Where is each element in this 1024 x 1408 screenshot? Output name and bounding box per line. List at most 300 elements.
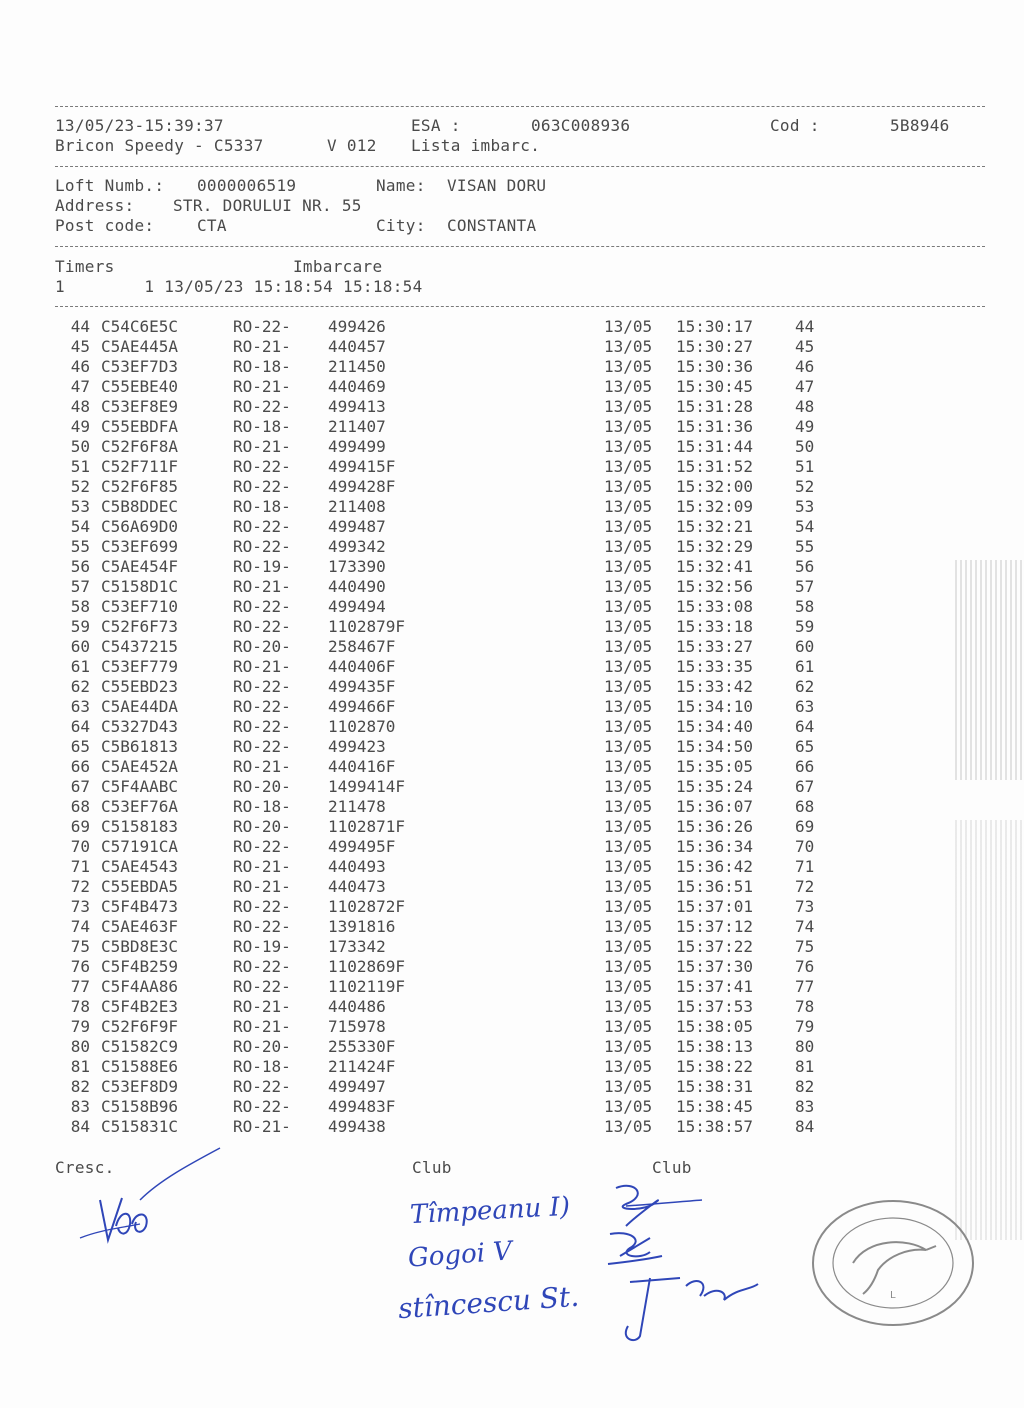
- cell-idx2: 65: [795, 737, 815, 756]
- table-row: [0, 1057, 1024, 1077]
- table-row: [0, 717, 1024, 737]
- table-row: [0, 697, 1024, 717]
- cell-time: 15:38:13: [676, 1037, 754, 1056]
- table-row: [0, 837, 1024, 857]
- table-row: [0, 797, 1024, 817]
- cell-chip: C53EF710: [101, 597, 179, 616]
- table-row: [0, 417, 1024, 437]
- cell-date: 13/05: [604, 397, 653, 416]
- table-row: [0, 377, 1024, 397]
- cell-date: 13/05: [604, 597, 653, 616]
- cell-time: 15:36:34: [676, 837, 754, 856]
- cell-idx: 55: [70, 537, 90, 556]
- cell-chip: C55EBDA5: [101, 877, 179, 896]
- cell-num: 499494: [328, 597, 386, 616]
- cell-num: 440457: [328, 337, 386, 356]
- cell-ring: RO-22-: [233, 317, 291, 336]
- cell-num: 1102879F: [328, 617, 406, 636]
- cell-idx: 68: [70, 797, 90, 816]
- cell-idx: 79: [70, 1017, 90, 1036]
- table-row: [0, 1117, 1024, 1137]
- cell-date: 13/05: [604, 717, 653, 736]
- cell-idx: 53: [70, 497, 90, 516]
- cell-idx2: 52: [795, 477, 815, 496]
- cell-date: 13/05: [604, 1117, 653, 1136]
- cell-ring: RO-22-: [233, 517, 291, 536]
- cell-date: 13/05: [604, 477, 653, 496]
- cell-chip: C5F4B473: [101, 897, 179, 916]
- cell-idx: 50: [70, 437, 90, 456]
- cell-idx2: 51: [795, 457, 815, 476]
- cell-chip: C5AE463F: [101, 917, 179, 936]
- separator-line: [55, 246, 985, 247]
- cell-ring: RO-18-: [233, 357, 291, 376]
- cell-chip: C5437215: [101, 637, 179, 656]
- cell-idx: 57: [70, 577, 90, 596]
- cell-idx: 65: [70, 737, 90, 756]
- cell-num: 499483F: [328, 1097, 396, 1116]
- cell-date: 13/05: [604, 757, 653, 776]
- cell-date: 13/05: [604, 357, 653, 376]
- cell-idx: 69: [70, 817, 90, 836]
- cell-idx: 75: [70, 937, 90, 956]
- cell-ring: RO-22-: [233, 957, 291, 976]
- cell-chip: C52F6F8A: [101, 437, 179, 456]
- cell-chip: C515831C: [101, 1117, 179, 1136]
- cell-time: 15:38:05: [676, 1017, 754, 1036]
- cell-idx: 67: [70, 777, 90, 796]
- cell-idx2: 74: [795, 917, 815, 936]
- cell-time: 15:37:01: [676, 897, 754, 916]
- cell-ring: RO-22-: [233, 597, 291, 616]
- cell-ring: RO-22-: [233, 717, 291, 736]
- cell-time: 15:32:00: [676, 477, 754, 496]
- cell-date: 13/05: [604, 557, 653, 576]
- cell-time: 15:31:52: [676, 457, 754, 476]
- cell-idx: 78: [70, 997, 90, 1016]
- cell-ring: RO-22-: [233, 1097, 291, 1116]
- cell-idx: 58: [70, 597, 90, 616]
- table-row: [0, 1017, 1024, 1037]
- cell-idx: 45: [70, 337, 90, 356]
- cell-num: 258467F: [328, 637, 396, 656]
- loft-label: Loft Numb.:: [55, 176, 165, 195]
- cell-date: 13/05: [604, 637, 653, 656]
- cell-idx2: 58: [795, 597, 815, 616]
- cell-idx: 46: [70, 357, 90, 376]
- cell-idx: 44: [70, 317, 90, 336]
- cell-chip: C5AE445A: [101, 337, 179, 356]
- cell-date: 13/05: [604, 457, 653, 476]
- cell-ring: RO-22-: [233, 917, 291, 936]
- cell-idx: 84: [70, 1117, 90, 1136]
- cell-chip: C55EBE40: [101, 377, 179, 396]
- cell-idx2: 45: [795, 337, 815, 356]
- timers-row: 1 1 13/05/23 15:18:54 15:18:54: [55, 277, 423, 296]
- cell-chip: C53EF7D3: [101, 357, 179, 376]
- cell-chip: C5AE4543: [101, 857, 179, 876]
- table-row: [0, 677, 1024, 697]
- cell-chip: C55EBDFA: [101, 417, 179, 436]
- cell-idx2: 75: [795, 937, 815, 956]
- table-row: [0, 317, 1024, 337]
- cell-date: 13/05: [604, 1037, 653, 1056]
- cell-idx2: 68: [795, 797, 815, 816]
- cod-label: Cod :: [770, 116, 820, 135]
- table-row: [0, 517, 1024, 537]
- cell-num: 440486: [328, 997, 386, 1016]
- cell-chip: C5F4AABC: [101, 777, 179, 796]
- table-row: [0, 577, 1024, 597]
- cell-num: 1102871F: [328, 817, 406, 836]
- cell-idx2: 78: [795, 997, 815, 1016]
- cell-num: 173390: [328, 557, 386, 576]
- cell-time: 15:31:44: [676, 437, 754, 456]
- cell-ring: RO-22-: [233, 537, 291, 556]
- cell-idx2: 59: [795, 617, 815, 636]
- cell-date: 13/05: [604, 897, 653, 916]
- cell-idx: 71: [70, 857, 90, 876]
- table-row: [0, 557, 1024, 577]
- cresc-label: Cresc.: [55, 1158, 115, 1177]
- cell-date: 13/05: [604, 877, 653, 896]
- cell-idx: 62: [70, 677, 90, 696]
- postcode-value: CTA: [197, 216, 227, 235]
- cell-chip: C53EF8E9: [101, 397, 179, 416]
- cell-chip: C57191CA: [101, 837, 179, 856]
- table-row: [0, 1077, 1024, 1097]
- cell-date: 13/05: [604, 1097, 653, 1116]
- cell-num: 499495F: [328, 837, 396, 856]
- cell-chip: C5B8DDEC: [101, 497, 179, 516]
- cell-num: 440469: [328, 377, 386, 396]
- cell-ring: RO-20-: [233, 817, 291, 836]
- cell-date: 13/05: [604, 737, 653, 756]
- cell-idx: 51: [70, 457, 90, 476]
- cell-date: 13/05: [604, 957, 653, 976]
- table-row: [0, 357, 1024, 377]
- cell-idx: 63: [70, 697, 90, 716]
- cell-ring: RO-22-: [233, 1077, 291, 1096]
- cell-idx2: 47: [795, 377, 815, 396]
- cell-ring: RO-21-: [233, 377, 291, 396]
- cell-idx2: 72: [795, 877, 815, 896]
- cell-idx2: 79: [795, 1017, 815, 1036]
- address-value: STR. DORULUI NR. 55: [173, 196, 362, 215]
- cell-chip: C5B61813: [101, 737, 179, 756]
- table-row: [0, 457, 1024, 477]
- cell-idx2: 77: [795, 977, 815, 996]
- cell-idx: 64: [70, 717, 90, 736]
- city-value: CONSTANTA: [447, 216, 537, 235]
- cell-date: 13/05: [604, 317, 653, 336]
- cell-idx2: 50: [795, 437, 815, 456]
- cell-date: 13/05: [604, 817, 653, 836]
- cell-date: 13/05: [604, 837, 653, 856]
- cell-idx: 76: [70, 957, 90, 976]
- cell-idx: 61: [70, 657, 90, 676]
- cell-ring: RO-22-: [233, 457, 291, 476]
- cell-idx: 60: [70, 637, 90, 656]
- cell-time: 15:37:12: [676, 917, 754, 936]
- table-row: [0, 937, 1024, 957]
- cell-time: 15:34:40: [676, 717, 754, 736]
- cell-idx: 73: [70, 897, 90, 916]
- cell-idx2: 56: [795, 557, 815, 576]
- cell-chip: C51582C9: [101, 1037, 179, 1056]
- device-version: V 012: [327, 136, 377, 155]
- cell-idx: 74: [70, 917, 90, 936]
- cell-num: 1102119F: [328, 977, 406, 996]
- table-row: [0, 657, 1024, 677]
- cell-chip: C53EF699: [101, 537, 179, 556]
- cell-ring: RO-20-: [233, 777, 291, 796]
- cell-ring: RO-21-: [233, 857, 291, 876]
- table-row: [0, 1097, 1024, 1117]
- cell-idx2: 62: [795, 677, 815, 696]
- cell-chip: C53EF76A: [101, 797, 179, 816]
- separator-line: [55, 106, 985, 107]
- cell-time: 15:37:30: [676, 957, 754, 976]
- table-row: [0, 997, 1024, 1017]
- cell-num: 499342: [328, 537, 386, 556]
- table-row: [0, 617, 1024, 637]
- list-name: Lista imbarc.: [411, 136, 541, 155]
- table-row: [0, 337, 1024, 357]
- cell-time: 15:32:41: [676, 557, 754, 576]
- cell-idx2: 66: [795, 757, 815, 776]
- cell-ring: RO-21-: [233, 437, 291, 456]
- cell-num: 499426: [328, 317, 386, 336]
- cell-chip: C5AE454F: [101, 557, 179, 576]
- cell-idx2: 80: [795, 1037, 815, 1056]
- table-row: [0, 877, 1024, 897]
- cell-date: 13/05: [604, 797, 653, 816]
- cell-time: 15:36:51: [676, 877, 754, 896]
- cell-ring: RO-19-: [233, 937, 291, 956]
- cell-date: 13/05: [604, 917, 653, 936]
- cell-chip: C5F4B2E3: [101, 997, 179, 1016]
- cell-date: 13/05: [604, 1077, 653, 1096]
- cell-ring: RO-22-: [233, 837, 291, 856]
- cell-time: 15:30:27: [676, 337, 754, 356]
- cell-date: 13/05: [604, 377, 653, 396]
- cell-idx: 72: [70, 877, 90, 896]
- owner-name: VISAN DORU: [447, 176, 547, 195]
- cell-idx2: 64: [795, 717, 815, 736]
- cell-num: 211478: [328, 797, 386, 816]
- cell-time: 15:33:35: [676, 657, 754, 676]
- cell-ring: RO-20-: [233, 637, 291, 656]
- cell-chip: C5158B96: [101, 1097, 179, 1116]
- cell-ring: RO-22-: [233, 677, 291, 696]
- cell-num: 440493: [328, 857, 386, 876]
- cell-chip: C56A69D0: [101, 517, 179, 536]
- cell-idx2: 61: [795, 657, 815, 676]
- cell-chip: C5F4AA86: [101, 977, 179, 996]
- cell-idx: 77: [70, 977, 90, 996]
- cell-chip: C5AE44DA: [101, 697, 179, 716]
- cell-time: 15:36:07: [676, 797, 754, 816]
- cell-chip: C52F6F85: [101, 477, 179, 496]
- cell-chip: C54C6E5C: [101, 317, 179, 336]
- cell-num: 440416F: [328, 757, 396, 776]
- cell-ring: RO-22-: [233, 617, 291, 636]
- cell-idx: 47: [70, 377, 90, 396]
- name-label: Name:: [376, 176, 426, 195]
- cell-date: 13/05: [604, 677, 653, 696]
- cell-idx2: 83: [795, 1097, 815, 1116]
- table-row: [0, 897, 1024, 917]
- cell-date: 13/05: [604, 697, 653, 716]
- cell-time: 15:38:57: [676, 1117, 754, 1136]
- cell-date: 13/05: [604, 517, 653, 536]
- cell-idx2: 48: [795, 397, 815, 416]
- cell-num: 499435F: [328, 677, 396, 696]
- cell-ring: RO-21-: [233, 577, 291, 596]
- cell-time: 15:33:42: [676, 677, 754, 696]
- cell-num: 1499414F: [328, 777, 406, 796]
- table-row: [0, 1037, 1024, 1057]
- cell-chip: C52F711F: [101, 457, 179, 476]
- cell-date: 13/05: [604, 537, 653, 556]
- cell-num: 499499: [328, 437, 386, 456]
- cell-num: 255330F: [328, 1037, 396, 1056]
- table-row: [0, 477, 1024, 497]
- cell-num: 1102870: [328, 717, 396, 736]
- cell-idx2: 54: [795, 517, 815, 536]
- cell-idx2: 81: [795, 1057, 815, 1076]
- club-stamp: [808, 1198, 978, 1328]
- cell-time: 15:34:50: [676, 737, 754, 756]
- cell-date: 13/05: [604, 997, 653, 1016]
- cell-ring: RO-21-: [233, 1117, 291, 1136]
- cell-ring: RO-22-: [233, 697, 291, 716]
- table-row: [0, 977, 1024, 997]
- cell-idx2: 46: [795, 357, 815, 376]
- club-signature-3: [600, 1266, 770, 1346]
- device-name: Bricon Speedy - C5337: [55, 136, 264, 155]
- club-label-1: Club: [412, 1158, 452, 1177]
- cell-ring: RO-18-: [233, 497, 291, 516]
- cell-idx: 48: [70, 397, 90, 416]
- cell-ring: RO-21-: [233, 1017, 291, 1036]
- cell-ring: RO-21-: [233, 657, 291, 676]
- cell-idx2: 69: [795, 817, 815, 836]
- table-row: [0, 757, 1024, 777]
- cell-date: 13/05: [604, 437, 653, 456]
- cell-date: 13/05: [604, 617, 653, 636]
- cell-idx2: 76: [795, 957, 815, 976]
- table-row: [0, 537, 1024, 557]
- cell-idx: 81: [70, 1057, 90, 1076]
- breeder-signature: [70, 1140, 230, 1250]
- cell-num: 499466F: [328, 697, 396, 716]
- cell-num: 211407: [328, 417, 386, 436]
- cell-time: 15:33:08: [676, 597, 754, 616]
- cod-value: 5B8946: [890, 116, 950, 135]
- cell-idx2: 67: [795, 777, 815, 796]
- cell-ring: RO-22-: [233, 737, 291, 756]
- cell-time: 15:32:29: [676, 537, 754, 556]
- cell-idx2: 49: [795, 417, 815, 436]
- cell-date: 13/05: [604, 337, 653, 356]
- cell-ring: RO-22-: [233, 977, 291, 996]
- cell-chip: C55EBD23: [101, 677, 179, 696]
- cell-idx2: 82: [795, 1077, 815, 1096]
- cell-date: 13/05: [604, 497, 653, 516]
- cell-num: 499415F: [328, 457, 396, 476]
- cell-ring: RO-21-: [233, 877, 291, 896]
- cell-chip: C5AE452A: [101, 757, 179, 776]
- cell-num: 499413: [328, 397, 386, 416]
- cell-idx: 52: [70, 477, 90, 496]
- table-row: [0, 857, 1024, 877]
- cell-idx2: 70: [795, 837, 815, 856]
- separator-line: [55, 306, 985, 307]
- cell-ring: RO-22-: [233, 477, 291, 496]
- cell-idx2: 57: [795, 577, 815, 596]
- cell-date: 13/05: [604, 577, 653, 596]
- cell-num: 440473: [328, 877, 386, 896]
- cell-idx: 70: [70, 837, 90, 856]
- cell-chip: C5F4B259: [101, 957, 179, 976]
- cell-idx2: 84: [795, 1117, 815, 1136]
- cell-num: 1102869F: [328, 957, 406, 976]
- address-label: Address:: [55, 196, 135, 215]
- cell-time: 15:37:53: [676, 997, 754, 1016]
- cell-chip: C5327D43: [101, 717, 179, 736]
- table-row: [0, 817, 1024, 837]
- cell-time: 15:33:18: [676, 617, 754, 636]
- cell-idx2: 71: [795, 857, 815, 876]
- cell-time: 15:30:36: [676, 357, 754, 376]
- cell-num: 211450: [328, 357, 386, 376]
- cell-num: 211408: [328, 497, 386, 516]
- table-row: [0, 957, 1024, 977]
- handwritten-name-3: stîncescu St.: [397, 1279, 581, 1326]
- cell-date: 13/05: [604, 657, 653, 676]
- cell-idx2: 60: [795, 637, 815, 656]
- cell-time: 15:35:24: [676, 777, 754, 796]
- cell-ring: RO-18-: [233, 417, 291, 436]
- cell-time: 15:32:09: [676, 497, 754, 516]
- cell-chip: C53EF779: [101, 657, 179, 676]
- cell-idx: 56: [70, 557, 90, 576]
- cell-chip: C53EF8D9: [101, 1077, 179, 1096]
- cell-time: 15:36:26: [676, 817, 754, 836]
- cell-ring: RO-21-: [233, 997, 291, 1016]
- cell-time: 15:31:28: [676, 397, 754, 416]
- stamp-letter: L: [890, 1290, 896, 1301]
- cell-time: 15:32:56: [676, 577, 754, 596]
- cell-date: 13/05: [604, 1017, 653, 1036]
- cell-num: 499428F: [328, 477, 396, 496]
- cell-ring: RO-21-: [233, 337, 291, 356]
- cell-num: 499497: [328, 1077, 386, 1096]
- cell-num: 499487: [328, 517, 386, 536]
- separator-line: [55, 166, 985, 167]
- cell-date: 13/05: [604, 1057, 653, 1076]
- cell-time: 15:34:10: [676, 697, 754, 716]
- imbarcare-label: Imbarcare: [293, 257, 383, 276]
- cell-idx: 82: [70, 1077, 90, 1096]
- cell-date: 13/05: [604, 777, 653, 796]
- table-row: [0, 497, 1024, 517]
- cell-chip: C5158183: [101, 817, 179, 836]
- cell-ring: RO-18-: [233, 797, 291, 816]
- cell-time: 15:32:21: [676, 517, 754, 536]
